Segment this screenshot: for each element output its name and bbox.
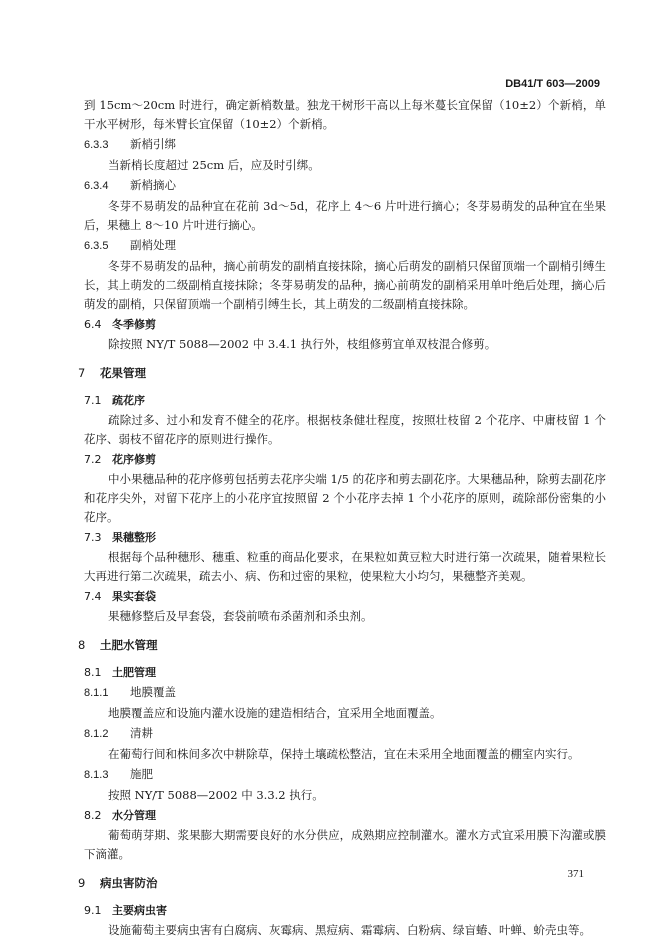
paragraph: 冬芽不易萌发的品种宜在花前 3d～5d，花序上 4～6 片叶进行摘心；冬芽易萌发的品种宜在坐果后，果穗上 8～10 片叶进行摘心。 xyxy=(84,199,606,232)
paragraph: 到 15cm～20cm 时进行，确定新梢数量。独龙干树形干高以上每米蔓长宜保留（10±2）个新梢，单干水平树形，每米臂长宜保留（10±2）个新梢。 xyxy=(84,98,606,131)
subsection-heading xyxy=(84,450,606,469)
heading-title: 花序修剪 xyxy=(112,453,156,466)
heading-number: 7.4 xyxy=(84,590,102,603)
paragraph: 按照 NY/T 5088—2002 中 3.3.2 执行。 xyxy=(108,788,324,802)
clause-heading xyxy=(84,176,606,196)
heading-number: 6.4 xyxy=(84,318,102,331)
clause-heading xyxy=(84,765,606,785)
paragraph: 地膜覆盖应和设施内灌水设施的建造相结合，宜采用全地面覆盖。 xyxy=(108,706,442,720)
heading-number: 8 xyxy=(78,638,86,652)
heading-title: 施肥 xyxy=(130,769,153,781)
document-code-header: DB41/T 603—2009 xyxy=(505,78,600,90)
heading-title: 果穗整形 xyxy=(112,531,156,544)
paragraph: 疏除过多、过小和发育不健全的花序。根据枝条健壮程度，按照壮枝留 2 个花序、中庸枝留 1 个花序、弱枝不留花序的原则进行操作。 xyxy=(84,413,606,446)
subsection-heading xyxy=(84,315,606,334)
paragraph: 在葡萄行间和株间多次中耕除草，保持土壤疏松整洁，宜在未采用全地面覆盖的棚室内实行。 xyxy=(108,747,580,761)
paragraph: 除按照 NY/T 5088—2002 中 3.4.1 执行外，枝组修剪宜单双枝混合修剪。 xyxy=(108,337,497,351)
heading-number: 9.1 xyxy=(84,904,102,917)
heading-title: 土肥水管理 xyxy=(100,638,158,652)
paragraph: 葡萄萌芽期、浆果膨大期需要良好的水分供应，成熟期应控制灌水。灌水方式宜采用膜下沟灌或膜下滴灌。 xyxy=(84,828,606,861)
heading-number: 8.2 xyxy=(84,809,102,822)
heading-title: 水分管理 xyxy=(112,809,156,822)
heading-number: 9 xyxy=(78,876,86,890)
section-heading xyxy=(78,874,606,893)
heading-number: 7.2 xyxy=(84,453,102,466)
clause-heading xyxy=(84,236,606,256)
heading-title: 果实套袋 xyxy=(112,590,156,603)
heading-number: 8.1 xyxy=(84,666,102,679)
heading-title: 病虫害防治 xyxy=(100,876,158,890)
heading-number: 8.1.3 xyxy=(84,769,109,781)
heading-number: 6.3.4 xyxy=(84,180,109,192)
heading-number: 8.1.2 xyxy=(84,728,109,740)
heading-number: 6.3.3 xyxy=(84,139,109,151)
heading-number: 7.1 xyxy=(84,394,102,407)
heading-title: 地膜覆盖 xyxy=(130,687,176,699)
paragraph: 中小果穗品种的花序修剪包括剪去花序尖端 1/5 的花序和剪去副花序。大果穗品种，除剪去副花序和花序尖外，对留下花序上的小花序宜按照留 2 个小花序去掉 1 个小花序的原则，疏除部份密集的小花序。 xyxy=(84,472,606,524)
clause-heading xyxy=(84,683,606,703)
heading-title: 花果管理 xyxy=(100,366,146,380)
heading-number: 6.3.5 xyxy=(84,240,109,252)
clause-heading xyxy=(84,135,606,155)
section-heading xyxy=(78,364,606,383)
subsection-heading xyxy=(84,528,606,547)
subsection-heading xyxy=(84,901,606,920)
heading-title: 冬季修剪 xyxy=(112,318,156,331)
subsection-heading xyxy=(84,806,606,825)
page-number: 371 xyxy=(567,868,584,880)
heading-title: 土肥管理 xyxy=(112,666,156,679)
heading-title: 疏花序 xyxy=(112,394,145,407)
paragraph: 当新梢长度超过 25cm 后，应及时引绑。 xyxy=(108,158,320,172)
paragraph: 果穗修整后及早套袋，套袋前喷布杀菌剂和杀虫剂。 xyxy=(108,609,373,623)
subsection-heading xyxy=(84,587,606,606)
heading-number: 7 xyxy=(78,366,86,380)
clause-heading xyxy=(84,724,606,744)
heading-title: 新梢引绑 xyxy=(130,139,176,151)
subsection-heading xyxy=(84,391,606,410)
document-body xyxy=(78,96,606,941)
heading-title: 清耕 xyxy=(130,728,153,740)
heading-title: 主要病虫害 xyxy=(112,904,167,917)
subsection-heading xyxy=(84,663,606,682)
section-heading xyxy=(78,636,606,655)
paragraph: 设施葡萄主要病虫害有白腐病、灰霉病、黑痘病、霜霉病、白粉病、绿盲蝽、叶蝉、蚧壳虫等。 xyxy=(108,923,591,937)
paragraph: 冬芽不易萌发的品种，摘心前萌发的副梢直接抹除，摘心后萌发的副梢只保留顶端一个副梢引缚生长，其上萌发的二级副梢直接抹除；冬芽易萌发的品种，摘心前萌发的副梢采用单叶绝后处理，摘心后萌发的副梢，只保留顶端一个副梢引缚生长，其上萌发的二级副梢直接抹除。 xyxy=(84,259,606,311)
heading-title: 副梢处理 xyxy=(130,240,176,252)
heading-number: 7.3 xyxy=(84,531,102,544)
paragraph: 根据每个品种穗形、穗重、粒重的商品化要求，在果粒如黄豆粒大时进行第一次疏果，随着果粒长大再进行第二次疏果，疏去小、病、伤和过密的果粒，使果粒大小均匀，果穗整齐美观。 xyxy=(84,550,606,583)
heading-title: 新梢摘心 xyxy=(130,180,176,192)
heading-number: 8.1.1 xyxy=(84,687,109,699)
